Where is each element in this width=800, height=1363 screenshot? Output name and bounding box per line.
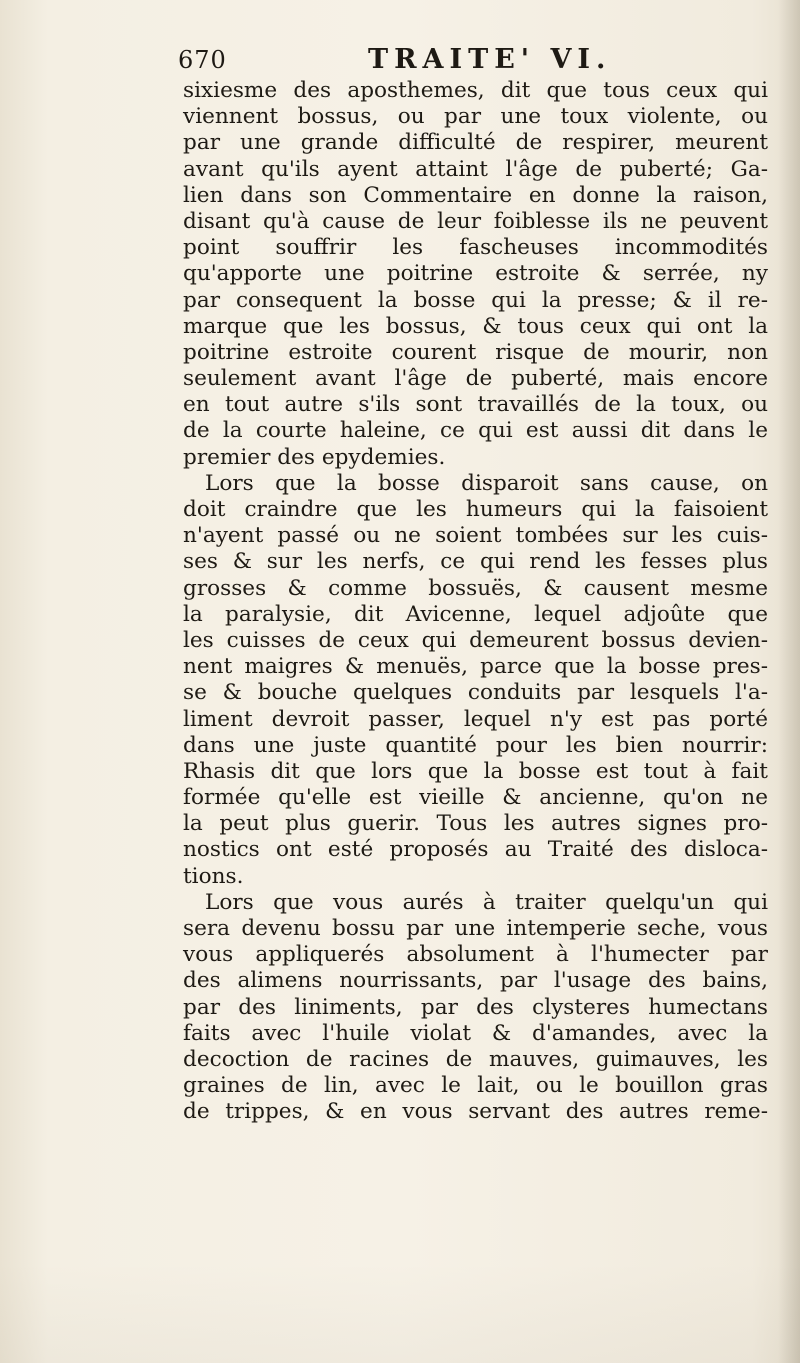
- text-line: par consequent la bosse qui la presse; & il re-: [183, 287, 768, 313]
- text-line: poitrine estroite courent risque de mourir, non: [183, 339, 768, 365]
- text-line: sixiesme des aposthemes, dit que tous ceux qui: [183, 78, 768, 103]
- body-text: [183, 78, 768, 1126]
- text-line: avant qu'ils ayent attaint l'âge de puberté; Ga-: [183, 156, 768, 182]
- text-line: la paralysie, dit Avicenne, lequel adjoûte que: [183, 601, 768, 627]
- text-line: graines de lin, avec le lait, ou le bouillon gras: [183, 1073, 768, 1099]
- text-line: viennent bossus, ou par une toux violente, ou: [183, 104, 768, 130]
- text-line: faits avec l'huile violat & d'amandes, avec la: [183, 1020, 768, 1046]
- running-title: TRAITE' VI.: [368, 44, 612, 75]
- text-line: grosses & comme bossuës, & causent mesme: [183, 575, 768, 601]
- text-line: nent maigres & menuës, parce que la bosse pres-: [183, 654, 768, 680]
- text-line: formée qu'elle est vieille & ancienne, qu'on ne: [183, 785, 768, 811]
- text-line: se & bouche quelques conduits par lesquels l'a-: [183, 680, 768, 706]
- text-line: de la courte haleine, ce qui est aussi dit dans le: [183, 418, 768, 444]
- text-line: la peut plus guerir. Tous les autres signes pro-: [183, 811, 768, 837]
- text-line: nostics ont esté proposés au Traité des disloca-: [183, 837, 768, 863]
- page-number: 670: [178, 46, 227, 74]
- text-line: lien dans son Commentaire en donne la raison,: [183, 182, 768, 208]
- text-line: ses & sur les nerfs, ce qui rend les fesses plus: [183, 549, 768, 575]
- text-line: seulement avant l'âge de puberté, mais encore: [183, 366, 768, 392]
- text-line: tions.: [183, 863, 244, 889]
- text-line: les cuisses de ceux qui demeurent bossus devien-: [183, 627, 768, 653]
- text-line: marque que les bossus, & tous ceux qui ont la: [183, 313, 768, 339]
- page-bottom-shade: [0, 1263, 800, 1363]
- text-line: sera devenu bossu par une intemperie seche, vous: [183, 916, 768, 941]
- text-line: Lors que la bosse disparoit sans cause, on: [205, 470, 768, 496]
- text-line: dans une juste quantité pour les bien nourrir:: [183, 732, 768, 758]
- text-line: disant qu'à cause de leur foiblesse ils ne peuvent: [183, 208, 768, 234]
- text-line: en tout autre s'ils sont travaillés de la toux, ou: [183, 392, 768, 418]
- text-line: par des liniments, par des clysteres humectans: [183, 994, 768, 1020]
- text-line: Rhasis dit que lors que la bosse est tout à fait: [183, 758, 768, 784]
- text-line: qu'apporte une poitrine estroite & serrée, ny: [183, 261, 768, 287]
- text-line: des alimens nourrissants, par l'usage des bains,: [183, 968, 768, 994]
- text-line: decoction de racines de mauves, guimauves, les: [183, 1046, 768, 1072]
- text-line: premier des epydemies.: [183, 444, 446, 470]
- page-gutter-shadow: [778, 0, 800, 1363]
- text-line: doit craindre que les humeurs qui la faisoient: [183, 497, 768, 522]
- text-line: vous appliquerés absolument à l'humecter par: [183, 942, 768, 968]
- text-line: point souffrir les fascheuses incommodités: [183, 235, 768, 261]
- text-line: n'ayent passé ou ne soient tombées sur les cuis-: [183, 523, 768, 549]
- page-header: [178, 46, 768, 80]
- text-line: Lors que vous aurés à traiter quelqu'un qui: [205, 889, 768, 915]
- text-line: par une grande difficulté de respirer, meurent: [183, 130, 768, 156]
- text-line: de trippes, & en vous servant des autres reme-: [183, 1099, 768, 1125]
- text-line: liment devroit passer, lequel n'y est pas porté: [183, 706, 768, 732]
